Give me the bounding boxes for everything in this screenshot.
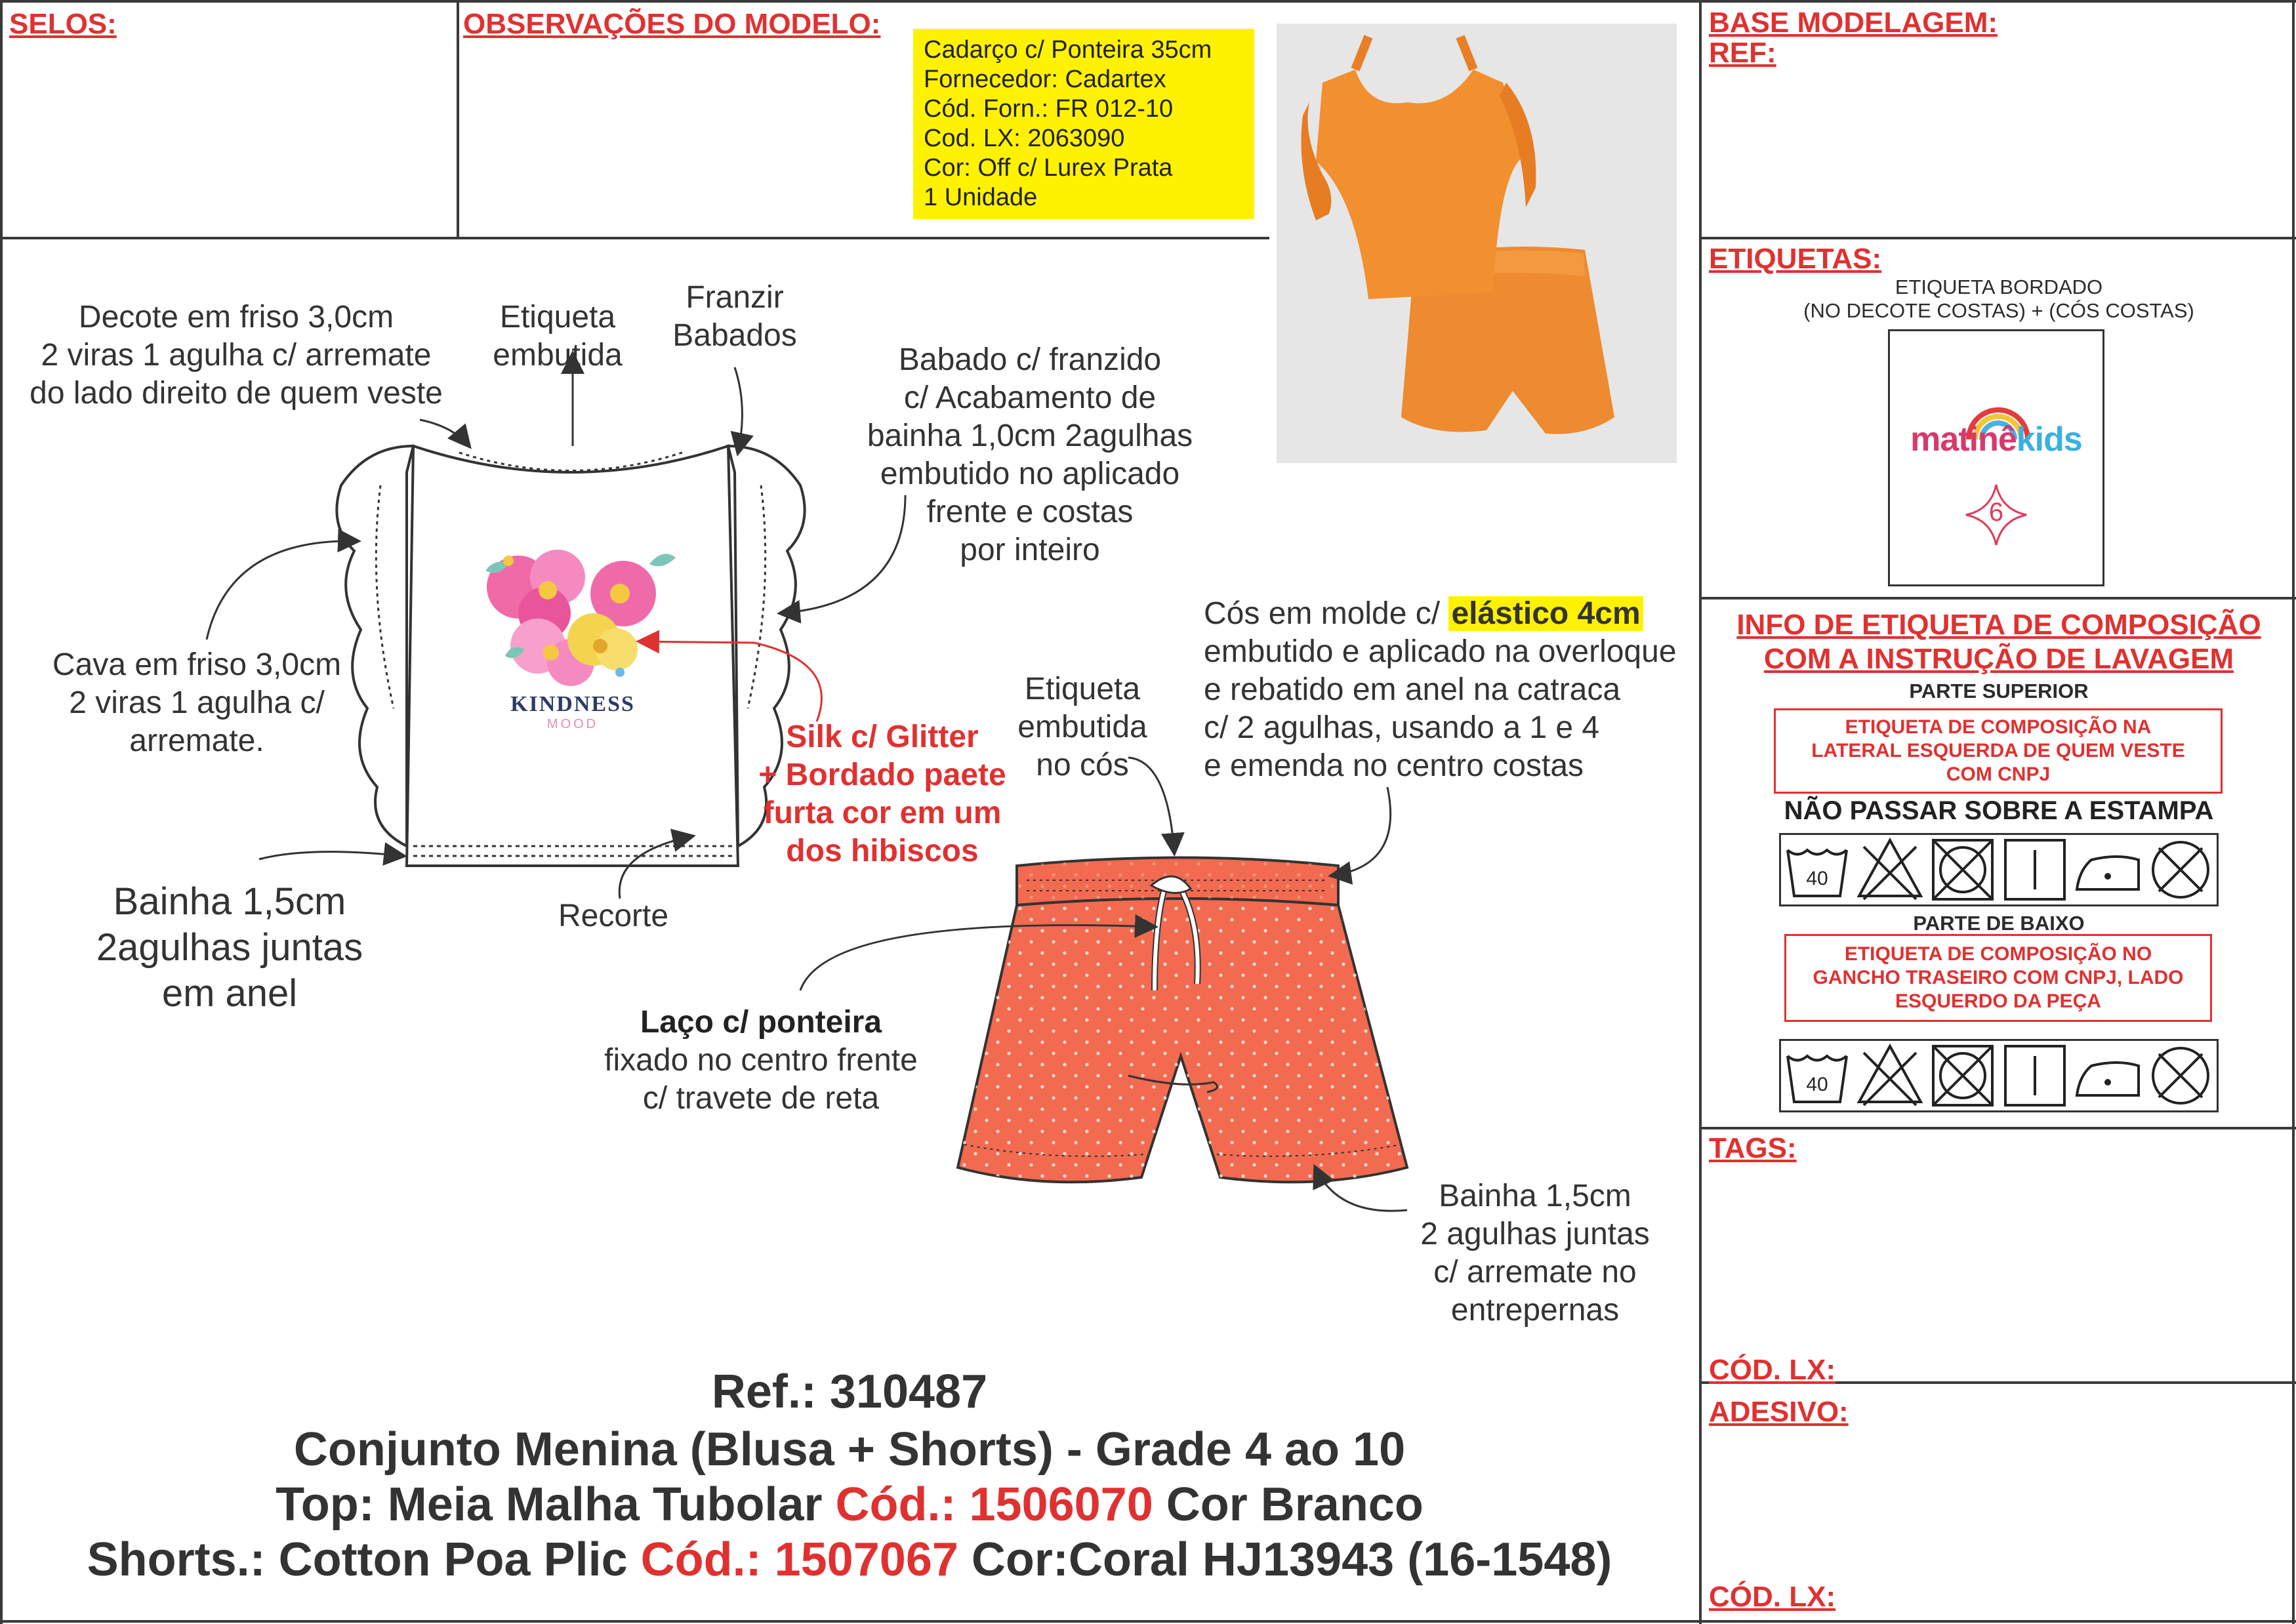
composicao-top-box [1774, 708, 2223, 794]
line-dry-icon [1999, 834, 2071, 906]
silk-line: furta cor em um [763, 796, 1002, 830]
cos-prefix: Cós em molde c/ [1204, 596, 1449, 631]
franzir-annotation [663, 279, 807, 355]
bainha-shorts-line: Bainha 1,5cm [1439, 1179, 1631, 1213]
etiquetas-header: ETIQUETAS: [1709, 243, 1882, 275]
no-tumble-dry-icon [1927, 1040, 1999, 1112]
bainha-shorts-line: 2 agulhas juntas [1420, 1217, 1650, 1251]
brand-label [1888, 329, 2104, 586]
recorte-annotation: Recorte [558, 899, 669, 933]
observacoes-header: OBSERVAÇÕES DO MODELO: [463, 8, 881, 40]
no-dry-clean-icon [2144, 1040, 2217, 1112]
etiqueta-top-line: Etiqueta [499, 300, 616, 335]
laco-annotation [577, 1004, 945, 1118]
franzir-line: Babados [672, 318, 797, 353]
decote-annotation [13, 298, 459, 413]
laco-bold-line: Laço c/ ponteira [640, 1005, 882, 1040]
franzir-line: Franzir [686, 280, 784, 315]
note-line: Cód. Forn.: FR 012-10 [924, 95, 1174, 123]
no-tumble-dry-icon [1927, 834, 1999, 906]
base-modelagem-header: BASE MODELAGEM: [1709, 7, 1998, 39]
composicao-bottom-line: GANCHO TRASEIRO COM CNPJ, LADO [1813, 967, 2184, 988]
silk-line: dos hibiscos [786, 834, 979, 868]
iron-low-icon [2072, 834, 2144, 906]
note-line: Cor: Off c/ Lurex Prata [924, 154, 1173, 182]
brand-logo [1890, 420, 2102, 459]
no-bleach-icon [1854, 1040, 1926, 1112]
cava-line: Cava em friso 3,0cm [52, 647, 342, 682]
wash-40-icon [1781, 1040, 1853, 1112]
composicao-bottom-box [1784, 934, 2212, 1022]
decote-line: Decote em friso 3,0cm [78, 300, 394, 335]
babado-line: por inteiro [960, 533, 1100, 567]
tags-header: TAGS: [1709, 1132, 1797, 1164]
cos-line: e emenda no centro costas [1204, 748, 1584, 783]
bainha-top-line: 2agulhas juntas [96, 926, 363, 969]
shorts-fabric-prefix: Shorts.: Cotton Poa Plic [87, 1533, 641, 1586]
parte-de-baixo-label: PARTE DE BAIXO [1913, 912, 2085, 935]
etiqueta-top-line: embutida [493, 338, 623, 373]
laco-line: fixado no centro frente [604, 1043, 918, 1078]
care-symbols-bottom [1779, 1039, 2219, 1112]
cos-line: embutido e aplicado na overloque [1204, 634, 1677, 669]
bainha-top-line: em anel [161, 972, 298, 1015]
footer-description: Conjunto Menina (Blusa + Shorts) - Grade 4 ao 10 [293, 1423, 1406, 1476]
cos-annotation [1204, 595, 1696, 785]
top-fabric-suffix: Cor Branco [1153, 1478, 1424, 1531]
top-fabric-prefix: Top: Meia Malha Tubolar [276, 1478, 836, 1531]
wash-temp: 40 [1806, 1074, 1829, 1095]
babado-line: embutido no aplicado [880, 457, 1180, 491]
wash-40-icon [1781, 834, 1853, 906]
care-symbols-top [1779, 833, 2219, 906]
silk-line: Silk c/ Glitter [786, 720, 979, 754]
etiqueta-bordado-line2: (NO DECOTE COSTAS) + (CÓS COSTAS) [1803, 299, 2194, 322]
babado-line: frente e costas [926, 495, 1134, 529]
cos-highlight: elástico 4cm [1448, 596, 1643, 631]
etiqueta-cos-annotation [984, 670, 1181, 784]
selos-header: SELOS: [9, 8, 117, 40]
bainha-top-annotation [72, 879, 387, 1017]
note-line: 1 Unidade [924, 184, 1038, 211]
etiqueta-cos-line: embutida [1017, 710, 1147, 744]
cos-line: c/ 2 agulhas, usando a 1 e 4 [1204, 710, 1600, 745]
tee-print-word2: MOOD [546, 717, 599, 731]
cos-line-1 [1204, 595, 1696, 633]
divider-right-3 [1699, 1127, 2296, 1129]
line-dry-icon [1999, 1040, 2071, 1112]
decote-line: do lado direito de quem veste [30, 376, 443, 411]
composicao-top-line: ETIQUETA DE COMPOSIÇÃO NA [1845, 716, 2152, 738]
size-number: 6 [1988, 498, 2004, 527]
etiqueta-top-annotation [485, 298, 630, 375]
composicao-top-line: COM CNPJ [1946, 763, 2051, 785]
composicao-bottom-line: ESQUERDO DA PEÇA [1895, 990, 2101, 1012]
shorts-fabric-suffix: Cor:Coral HJ13943 (16-1548) [958, 1533, 1612, 1586]
info-composicao-header-1: INFO DE ETIQUETA DE COMPOSIÇÃO [1736, 609, 2261, 641]
cava-line: arremate. [129, 723, 264, 758]
parte-superior-label: PARTE SUPERIOR [1909, 680, 2089, 702]
bainha-shorts-line: c/ arremate no [1433, 1255, 1637, 1289]
decote-line: 2 viras 1 agulha c/ arremate [41, 338, 432, 373]
cod-lx-label-1: CÓD. LX: [1709, 1354, 1836, 1386]
etiqueta-cos-line: Etiqueta [1024, 672, 1141, 706]
etiqueta-cos-line: no cós [1036, 748, 1129, 782]
brand-name-part1: matinê [1910, 420, 2017, 458]
footer-shorts-fabric [0, 1532, 1699, 1587]
bainha-shorts-annotation [1384, 1177, 1686, 1330]
cava-line: 2 viras 1 agulha c/ [69, 685, 325, 720]
tee-print-word1: KINDNESS [510, 692, 635, 716]
note-line: Fornecedor: Cadartex [924, 66, 1166, 93]
note-line: Cod. LX: 2063090 [924, 125, 1125, 152]
cod-lx-label-2: CÓD. LX: [1709, 1581, 1836, 1613]
brand-name-part2: kids [2016, 420, 2082, 458]
composicao-bottom-line: ETIQUETA DE COMPOSIÇÃO NO [1844, 943, 2152, 965]
divider-right-2 [1699, 597, 2296, 599]
note-line: Cadarço c/ Ponteira 35cm [924, 36, 1212, 64]
frame-bottom [0, 1620, 2296, 1623]
adesivo-header: ADESIVO: [1709, 1396, 1849, 1428]
no-bleach-icon [1854, 834, 1926, 906]
ref-header: REF: [1709, 37, 1776, 69]
cos-line: e rebatido em anel na catraca [1204, 672, 1621, 707]
composicao-top-line: LATERAL ESQUERDA DE QUEM VESTE [1811, 740, 2185, 761]
babado-line: Babado c/ franzido [898, 342, 1162, 377]
footer-ref: Ref.: 310487 [711, 1366, 988, 1418]
shorts-drawing [958, 858, 1407, 1183]
shorts-fabric-code: Cód.: 1507067 [640, 1533, 958, 1586]
bainha-shorts-line: entrepernas [1450, 1293, 1620, 1328]
babado-line: c/ Acabamento de [903, 380, 1157, 415]
babado-annotation [846, 341, 1214, 569]
etiqueta-bordado-line1: ETIQUETA BORDADO [1895, 275, 2103, 298]
babado-line: bainha 1,0cm 2agulhas [867, 418, 1193, 453]
nao-passar-warning: NÃO PASSAR SOBRE A ESTAMPA [1784, 796, 2214, 825]
no-dry-clean-icon [2144, 834, 2217, 906]
cava-annotation [26, 646, 367, 760]
top-fabric-code: Cód.: 1506070 [835, 1478, 1153, 1531]
info-composicao-header-2: COM A INSTRUÇÃO DE LAVAGEM [1763, 643, 2234, 675]
laco-line: c/ travete de reta [642, 1081, 880, 1116]
silk-line: + Bordado paete [758, 758, 1006, 792]
iron-low-icon [2072, 1040, 2144, 1112]
footer-top-fabric [0, 1477, 1699, 1532]
divider-right-1 [1699, 237, 2296, 239]
bainha-top-line: Bainha 1,5cm [113, 880, 346, 923]
wash-temp: 40 [1806, 868, 1829, 889]
